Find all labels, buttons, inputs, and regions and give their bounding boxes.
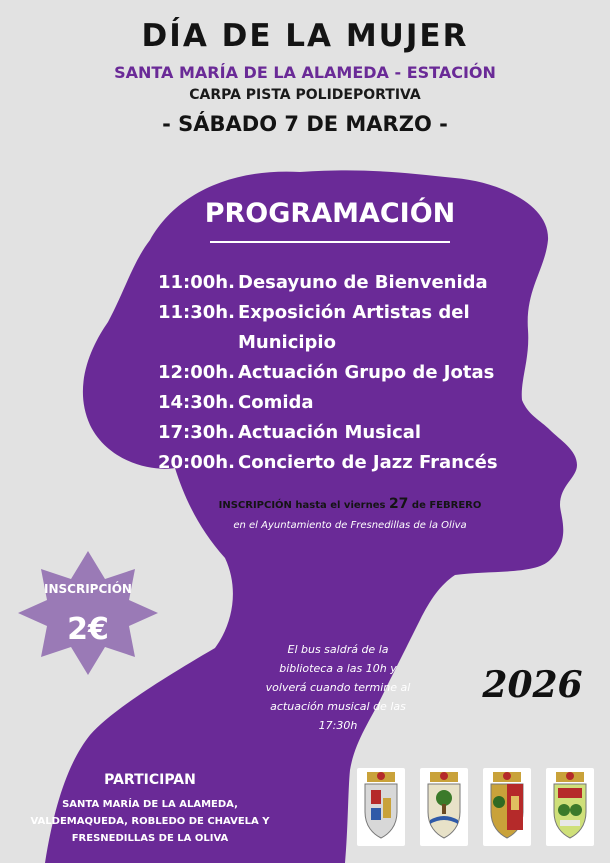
price-badge-label: INSCRIPCIÓN: [44, 582, 132, 596]
schedule-time: 14:30h.: [158, 392, 235, 413]
registration-place: en el Ayuntamiento de Fresnedillas de la Oliva: [233, 520, 467, 531]
schedule-activity: Actuación Grupo de Jotas: [238, 362, 495, 383]
participants-title: PARTICIPAN: [104, 772, 196, 788]
programme-title: PROGRAMACIÓN: [204, 198, 456, 229]
schedule-item: [158, 418, 528, 448]
coat-of-arms-icon: [357, 768, 405, 846]
bus-note-line: volverá cuando termine al: [265, 681, 411, 694]
schedule-item: [158, 268, 528, 298]
schedule-activity: Municipio: [238, 332, 336, 353]
bus-note: [238, 640, 438, 735]
schedule-activity: Concierto de Jazz Francés: [238, 452, 498, 473]
coat-of-arms-icon: [420, 768, 468, 846]
event-date: - SÁBADO 7 DE MARZO -: [162, 112, 448, 136]
schedule-time: 12:00h.: [158, 362, 235, 383]
schedule-time: 17:30h.: [158, 422, 235, 443]
registration-day: 27: [388, 496, 409, 512]
schedule-activity: Comida: [238, 392, 314, 413]
registration-label: INSCRIPCIÓN: [218, 500, 292, 511]
price-badge-amount: 2€: [67, 612, 109, 647]
registration-deadline-text: hasta el viernes: [295, 500, 386, 511]
registration-month: FEBRERO: [429, 500, 482, 511]
schedule-list: [158, 268, 528, 478]
participant-line: SANTA MARÍA DE LA ALAMEDA,: [62, 799, 238, 810]
coat-of-arms-icon: [483, 768, 531, 846]
location-subtitle: SANTA MARÍA DE LA ALAMEDA - ESTACIÓN: [114, 63, 496, 82]
bus-note-line: El bus saldrá de la: [287, 643, 389, 656]
schedule-item-continued: [158, 328, 528, 358]
bus-note-line: 17:30h: [318, 719, 358, 732]
participants-list: [30, 796, 270, 847]
schedule-activity: Desayuno de Bienvenida: [238, 272, 488, 293]
page-title: DÍA DE LA MUJER: [141, 18, 469, 54]
venue-text: CARPA PISTA POLIDEPORTIVA: [189, 87, 421, 103]
schedule-item: [158, 388, 528, 418]
schedule-item: [158, 358, 528, 388]
schedule-time: 20:00h.: [158, 452, 235, 473]
schedule-activity: Actuación Musical: [238, 422, 422, 443]
schedule-activity: Exposición Artistas del: [238, 302, 470, 323]
registration-deadline: [150, 496, 550, 512]
schedule-item: [158, 298, 528, 328]
schedule-time: 11:30h.: [158, 302, 235, 323]
bus-note-line: actuación musical de las: [270, 700, 406, 713]
schedule-item: [158, 448, 528, 478]
programme-divider: [210, 241, 450, 243]
schedule-time: 11:00h.: [158, 272, 235, 293]
registration-month-prefix: de: [411, 500, 426, 511]
participant-line: FRESNEDILLAS DE LA OLIVA: [71, 833, 229, 844]
coat-of-arms-icon: [546, 768, 594, 846]
participant-line: VALDEMAQUEDA, ROBLEDO DE CHAVELA Y: [30, 816, 270, 827]
year-label: 2026: [482, 664, 583, 706]
bus-note-line: biblioteca a las 10h y: [279, 662, 397, 675]
